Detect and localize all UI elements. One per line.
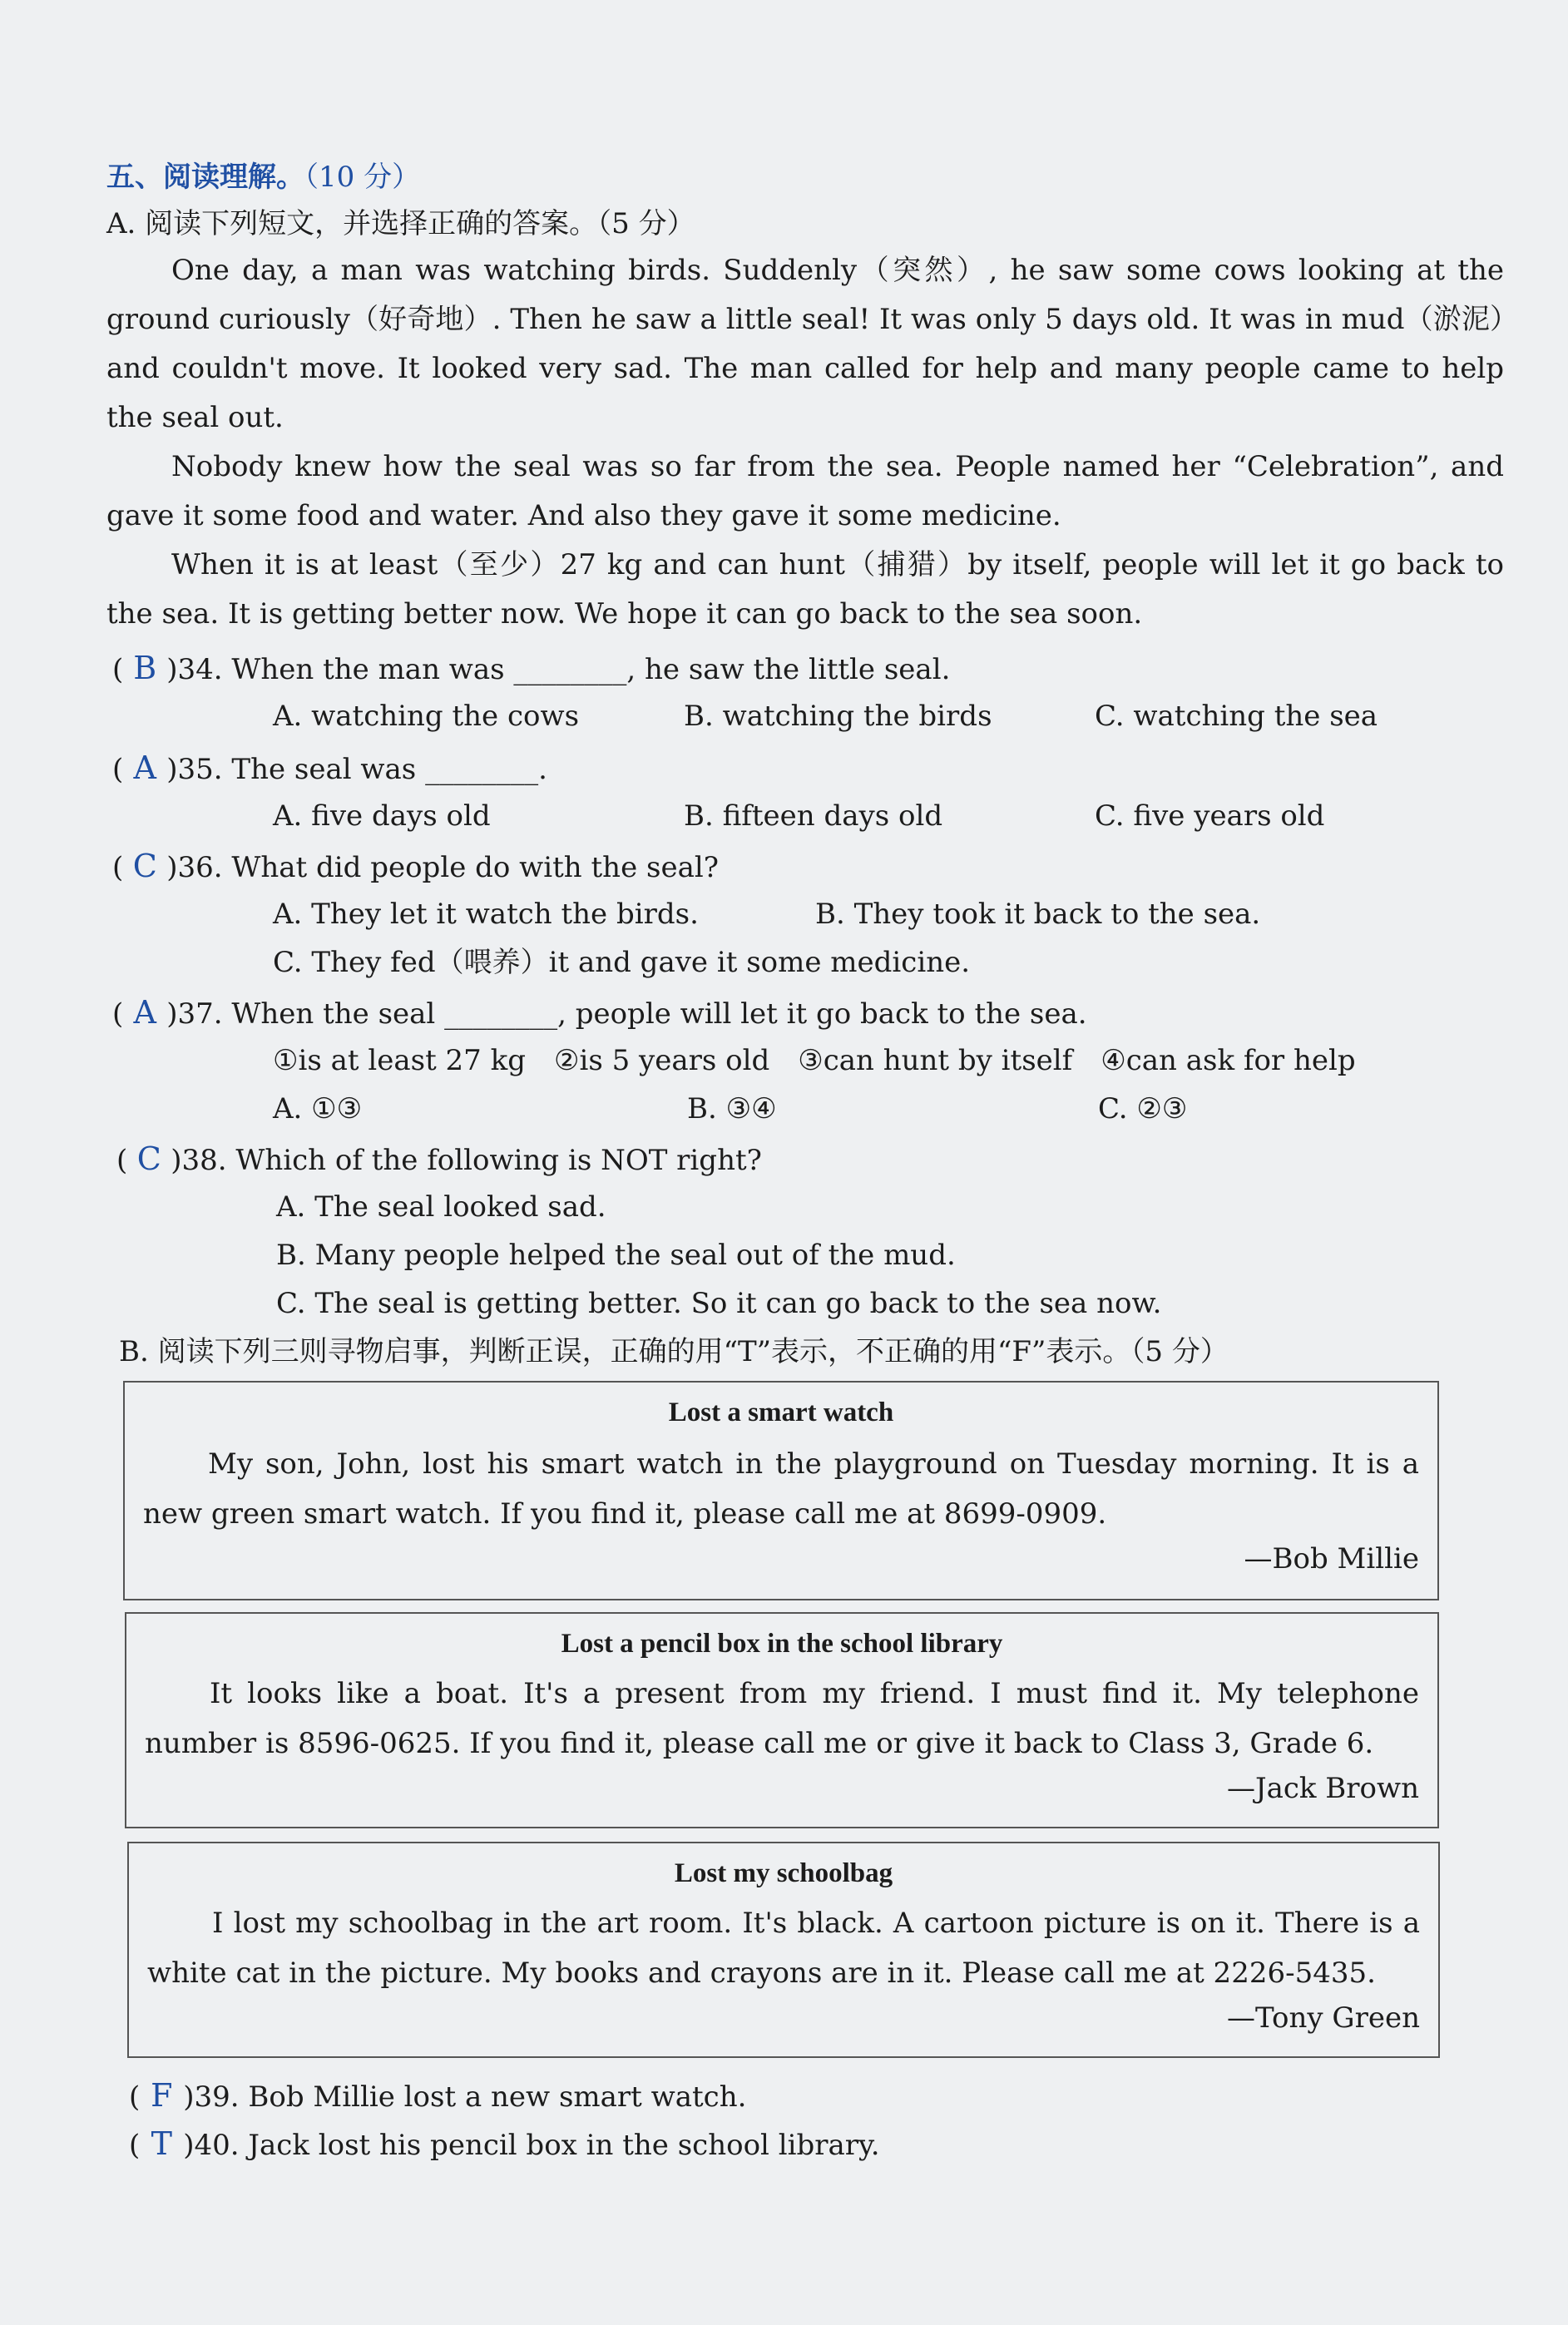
notice-body (145, 1669, 1419, 1768)
question-40: ( T )40. Jack lost his pencil box in the school library. (129, 2120, 880, 2169)
option-b: B. watching the birds (684, 700, 992, 733)
notice-text: My son, John, lost his smart watch in the playground on Tuesday morning. It is a new green smart watch. If you find it, please call me at 8699-0909. (143, 1447, 1419, 1531)
option-c: C. five years old (1095, 799, 1325, 833)
notice-text: I lost my schoolbag in the art room. It's black. A cartoon picture is on it. There is a white cat in the picture. My books and crayons are in it. Please call me at 2226-5435. (147, 1907, 1420, 1990)
notice-text: It looks like a boat. It's a present from my friend. I must find it. My telephone number is 8596-0625. If you find it, please call me or give it back to Class 3, Grade 6. (145, 1677, 1419, 1760)
question-stem: )34. When the man was ________, he saw the little seal. (166, 653, 951, 686)
section-points: （10 分） (304, 161, 421, 194)
question-stem: )37. When the seal ________, people will let it go back to the sea. (166, 997, 1087, 1031)
question-stem: )35. The seal was ________. (166, 753, 547, 786)
notice-body (147, 1898, 1420, 1998)
question-36: ( C )36. What did people do with the seal? (112, 842, 719, 892)
option-a: A. They let it watch the birds. (273, 898, 699, 931)
lost-notice-watch (123, 1381, 1439, 1600)
passage-paragraph-2 (106, 443, 1504, 541)
question-stem: )38. Which of the following is NOT right? (171, 1144, 762, 1177)
option-c: C. watching the sea (1095, 700, 1378, 733)
option-b: B. They took it back to the sea. (815, 898, 1261, 931)
question-37: ( A )37. When the seal ________, people will let it go back to the sea. (112, 988, 1087, 1038)
option-b: B. Many people helped the seal out of the mud. (276, 1239, 956, 1272)
option-c: C. The seal is getting better. So it can go back to the sea now. (276, 1287, 1162, 1320)
paragraph-text: One day, a man was watching birds. Suddenly（突然）, he saw some cows looking at the ground curiously（好奇地）. Then he saw a little seal! It was only 5 days old. It was in mud（淤泥）and couldn't move. It looked very sad. The man called for help and many people came to help the seal out. (106, 254, 1504, 434)
question-stem: )39. Bob Millie lost a new smart watch. (183, 2080, 747, 2114)
option-a: A. ①③ (273, 1092, 363, 1125)
answer-mark: A (133, 749, 156, 786)
answer-mark: B (133, 650, 157, 686)
lost-notice-schoolbag (127, 1842, 1440, 2058)
notice-signature: —Jack Brown (1226, 1772, 1419, 1805)
notice-title: Lost my schoolbag (674, 1858, 893, 1888)
passage-paragraph-1 (106, 246, 1504, 443)
option-a: A. watching the cows (273, 700, 580, 733)
question-37-choices: ①is at least 27 kg ②is 5 years old ③can hunt by itself ④can ask for help (273, 1044, 1356, 1077)
notice-body (143, 1439, 1419, 1539)
answer-mark: F (151, 2077, 173, 2114)
question-38: ( C )38. Which of the following is NOT right? (116, 1135, 762, 1185)
question-stem: )36. What did people do with the seal? (166, 851, 719, 884)
notice-signature: —Bob Millie (1244, 1542, 1419, 1576)
answer-mark: T (151, 2125, 172, 2162)
notice-title: Lost a pencil box in the school library (561, 1629, 1003, 1659)
option-a: A. The seal looked sad. (276, 1190, 606, 1224)
answer-mark: C (132, 848, 157, 884)
question-35: ( A )35. The seal was ________. (112, 744, 547, 794)
paragraph-text: When it is at least（至少）27 kg and can hunt（捕猎）by itself, people will let it go back to the sea. It is getting better now. We hope it can go back to the sea soon. (106, 548, 1504, 631)
option-b: B. fifteen days old (684, 799, 943, 833)
notice-title: Lost a smart watch (668, 1397, 894, 1427)
paragraph-text: Nobody knew how the seal was so far from the sea. People named her “Celebration”, and gave it some food and water. And also they gave it some medicine. (106, 450, 1504, 532)
option-c: C. ②③ (1098, 1092, 1188, 1125)
answer-mark: C (136, 1140, 161, 1177)
question-34: ( B )34. When the man was ________, he saw the little seal. (112, 644, 950, 694)
option-a: A. five days old (273, 799, 491, 833)
answer-mark: A (133, 994, 156, 1031)
lost-notice-pencil-box (125, 1612, 1439, 1828)
part-a-instruction: A. 阅读下列短文，并选择正确的答案。（5 分） (106, 207, 695, 240)
notice-signature: —Tony Green (1227, 2001, 1420, 2035)
question-stem: )40. Jack lost his pencil box in the school library. (183, 2129, 880, 2162)
option-b: B. ③④ (687, 1092, 777, 1125)
passage-paragraph-3 (106, 541, 1504, 639)
option-c: C. They fed（喂养）it and gave it some medicine. (273, 946, 971, 979)
section-heading (106, 154, 420, 195)
section-title: 五、阅读理解。 (106, 161, 304, 194)
question-39: ( F )39. Bob Millie lost a new smart watch. (129, 2071, 746, 2121)
part-b-instruction: B. 阅读下列三则寻物启事，判断正误，正确的用“T”表示，不正确的用“F”表示。（5 分） (119, 1335, 1229, 1368)
